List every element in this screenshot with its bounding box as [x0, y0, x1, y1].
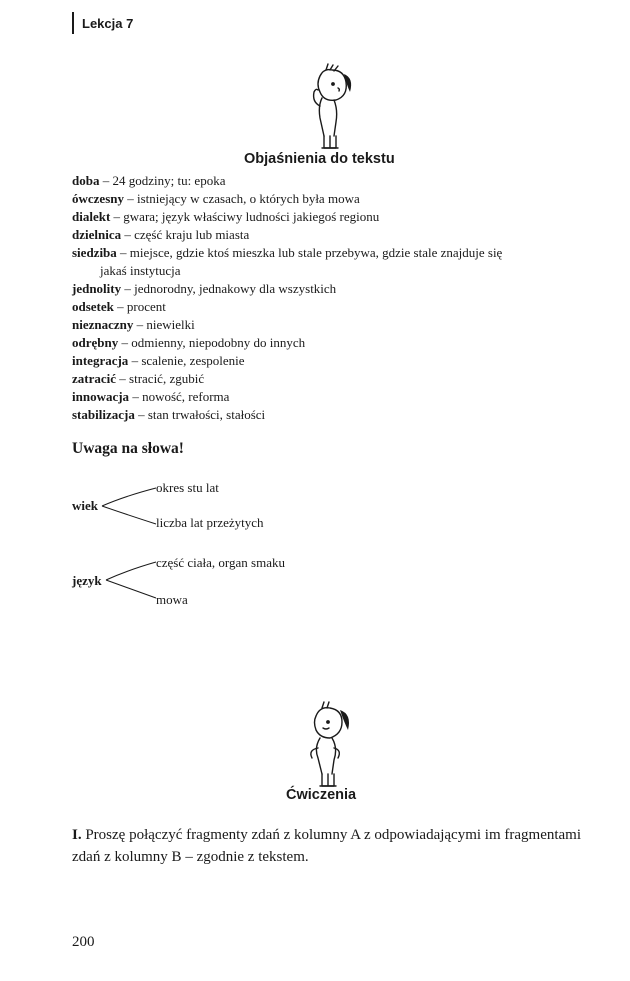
- glossary-entry: [72, 406, 592, 424]
- exercises-title: Ćwiczenia: [286, 787, 357, 803]
- header-rule: [72, 12, 74, 34]
- glossary-definition: miejsce, gdzie ktoś mieszka lub stale przebywa, gdzie stale znajduje się: [129, 245, 503, 260]
- exercise-text: Proszę połączyć fragmenty zdań z kolumny A z odpowiadającymi im fragmentami zdań z kolumny B – zgodnie z tekstem.: [72, 827, 582, 865]
- glossary-term: innowacja: [72, 389, 130, 404]
- jezyk-meaning-2: mowa: [156, 592, 188, 607]
- glossary-term: dialekt: [72, 209, 111, 224]
- thinking-boy-illustration: [300, 62, 356, 152]
- glossary-sep: –: [113, 299, 127, 314]
- glossary-term: odsetek: [72, 299, 114, 314]
- glossary-term: nieznaczny: [72, 317, 134, 332]
- glossary-sep: –: [116, 245, 130, 260]
- glossary-definition: istniejący w czasach, o których była mowa: [137, 191, 360, 206]
- glossary-definition: odmienny, niepodobny do innych: [131, 335, 306, 350]
- glossary-entry: [72, 316, 592, 334]
- glossary-term: ówczesny: [72, 191, 124, 206]
- uwaga-title: Uwaga na słowa!: [72, 440, 184, 457]
- glossary-definition: 24 godziny; tu: epoka: [112, 173, 226, 188]
- glossary-entry: [72, 334, 592, 352]
- glossary-sep: –: [110, 209, 124, 224]
- glossary-sep: –: [99, 173, 113, 188]
- wiek-branch-lines: [100, 482, 160, 532]
- glossary-entry: [72, 388, 592, 406]
- glossary-sep: –: [118, 335, 132, 350]
- glossary-definition: stracić, zgubić: [129, 371, 205, 386]
- glossary-term: odrębny: [72, 335, 119, 350]
- glossary-sep: –: [128, 353, 142, 368]
- glossary-sep: –: [116, 371, 130, 386]
- exercise-1: [72, 824, 592, 868]
- glossary-term: integracja: [72, 353, 129, 368]
- glossary-entry: [72, 280, 592, 298]
- lesson-label: Lekcja 7: [82, 16, 134, 31]
- glossary-term: zatracić: [72, 371, 117, 386]
- glossary-entry: [72, 244, 592, 280]
- glossary-sep: –: [124, 191, 137, 206]
- glossary-entry: [72, 352, 592, 370]
- wiek-meaning-1: okres stu lat: [156, 480, 219, 495]
- glossary-term: doba: [72, 173, 100, 188]
- glossary-definition: nowość, reforma: [142, 389, 230, 404]
- glossary-sep: –: [133, 317, 147, 332]
- glossary-definition: stan trwałości, stałości: [147, 407, 266, 422]
- wiek-meaning-2: liczba lat przeżytych: [156, 515, 264, 530]
- glossary-sep: –: [129, 389, 143, 404]
- glossary-definition: część kraju lub miasta: [134, 227, 250, 242]
- glossary-sep: –: [121, 227, 135, 242]
- jezyk-word: język: [72, 573, 102, 588]
- glossary-entry: [72, 190, 592, 208]
- glossary-sep: –: [134, 407, 148, 422]
- glossary-definition: jednorodny, jednakowy dla wszystkich: [134, 281, 337, 296]
- page-number: 200: [72, 934, 95, 950]
- glossary-sep: –: [121, 281, 135, 296]
- glossary-list: [72, 172, 592, 424]
- jezyk-meaning-1: część ciała, organ smaku: [156, 555, 285, 570]
- glossary-definition: procent: [126, 299, 166, 314]
- glossary-entry: [72, 208, 592, 226]
- glossary-term: jednolity: [72, 281, 122, 296]
- glossary-entry: [72, 298, 592, 316]
- glossary-term: stabilizacja: [72, 407, 135, 422]
- exercise-number: I.: [72, 827, 82, 843]
- glossary-term: dzielnica: [72, 227, 122, 242]
- glossary-definition: gwara; język właściwy ludności jakiegoś regionu: [123, 209, 380, 224]
- glossary-definition-continued: jakaś instytucja: [100, 263, 181, 278]
- jezyk-branch-lines: [104, 556, 160, 606]
- glossary-entry: [72, 172, 592, 190]
- standing-boy-illustration: [298, 700, 354, 790]
- glossary-definition: niewielki: [146, 317, 195, 332]
- glossary-title: Objaśnienia do tekstu: [244, 151, 395, 167]
- glossary-term: siedziba: [72, 245, 117, 260]
- wiek-word: wiek: [72, 498, 98, 513]
- glossary-entry: [72, 370, 592, 388]
- glossary-entry: [72, 226, 592, 244]
- glossary-definition: scalenie, zespolenie: [141, 353, 245, 368]
